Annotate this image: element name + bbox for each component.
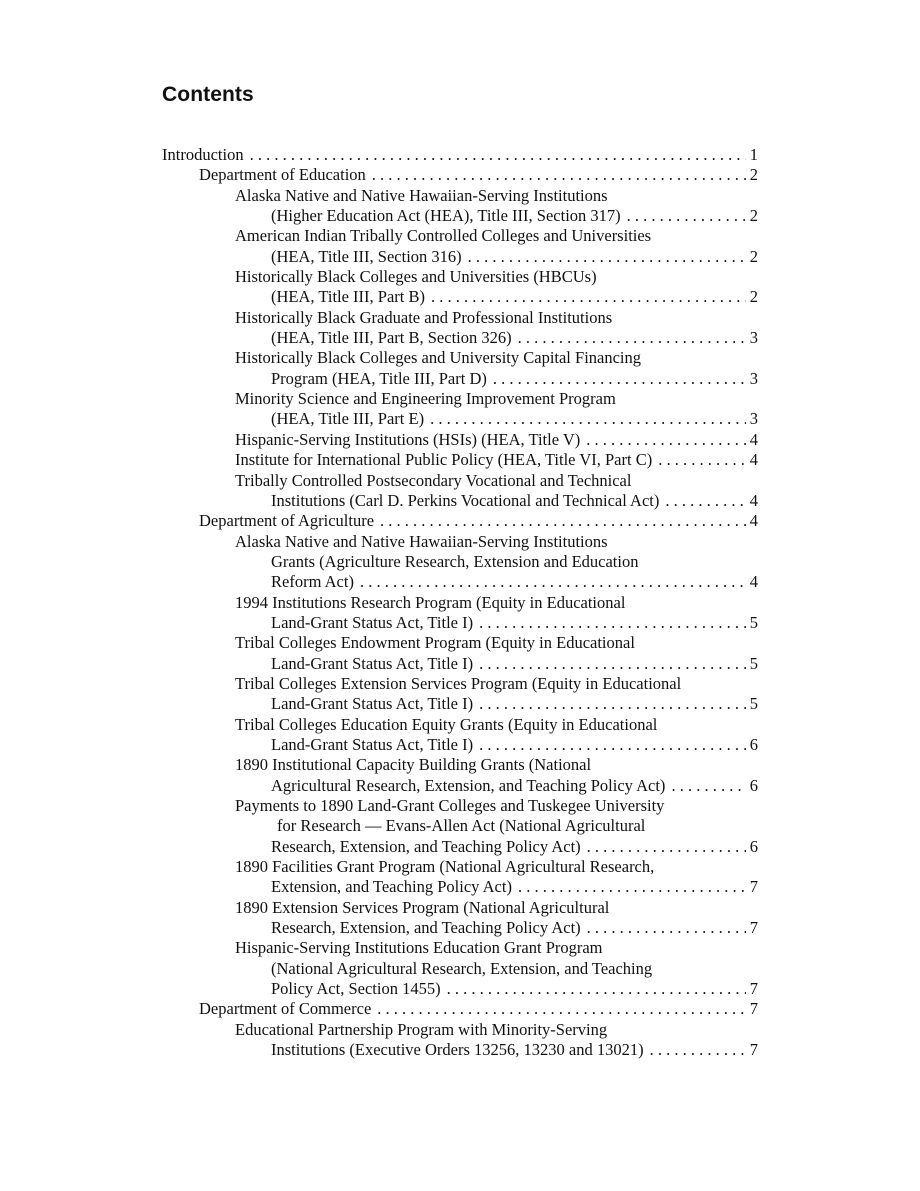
toc-entry[interactable] xyxy=(162,898,758,939)
toc-entry-line xyxy=(162,755,758,775)
dot-leader xyxy=(586,430,745,450)
dot-leader xyxy=(479,654,746,674)
toc-entry-line xyxy=(162,999,758,1019)
page-number: 6 xyxy=(749,836,758,856)
toc-entry-line xyxy=(162,979,758,999)
page-number: 2 xyxy=(749,246,758,266)
toc-entry-text: Payments to 1890 Land-Grant Colleges and Tuskegee University xyxy=(235,796,665,815)
toc-entry-text: Historically Black Colleges and University Capital Financing xyxy=(235,348,642,368)
dot-leader xyxy=(372,165,746,185)
dot-leader xyxy=(468,247,746,267)
toc-entry-text: Research, Extension, and Teaching Policy Act) xyxy=(271,918,581,938)
toc-entry-line xyxy=(162,287,758,307)
toc-entry[interactable] xyxy=(162,796,758,857)
toc-entry-line xyxy=(162,796,758,816)
toc-entry-text: Historically Black Graduate and Professional Institutions xyxy=(235,307,613,327)
toc-entry[interactable] xyxy=(162,226,758,267)
toc-entry-line xyxy=(162,186,758,206)
toc-entry-text: Department of Agriculture xyxy=(199,511,375,531)
toc-entry[interactable] xyxy=(162,999,758,1019)
toc-entry-text: (Higher Education Act (HEA), Title III, Section 317) xyxy=(271,206,621,226)
toc-entry-line xyxy=(162,898,758,918)
toc-entry-line xyxy=(162,877,758,897)
toc-entry[interactable] xyxy=(162,755,758,796)
toc-entry-text: Grants (Agriculture Research, Extension and Education xyxy=(271,551,639,571)
toc-entry[interactable] xyxy=(162,593,758,634)
toc-entry-text: Minority Science and Engineering Improvement Program xyxy=(235,389,616,409)
dot-leader xyxy=(658,450,746,470)
toc-entry-line xyxy=(162,491,758,511)
toc-entry-text: Research, Extension, and Teaching Policy Act) xyxy=(271,836,581,856)
toc-entry-line xyxy=(162,389,758,409)
toc-entry-text: (HEA, Title III, Part B) xyxy=(271,287,425,307)
toc-entry-text: Alaska Native and Native Hawaiian-Serving Institutions xyxy=(235,531,608,551)
toc-entry-text: Agricultural Research, Extension, and Teaching Policy Act) xyxy=(271,775,666,795)
dot-leader xyxy=(587,837,746,857)
toc-entry-text: 1890 Extension Services Program (National Agricultural xyxy=(235,897,610,917)
table-of-contents xyxy=(162,145,758,1060)
dot-leader xyxy=(665,491,745,511)
page-number: 6 xyxy=(749,775,758,795)
toc-entry-line xyxy=(162,450,758,470)
toc-entry-text: 1890 Institutional Capacity Building Grants (National xyxy=(235,755,592,775)
dot-leader xyxy=(479,694,746,714)
dot-leader xyxy=(380,511,746,531)
toc-entry-text: Reform Act) xyxy=(271,572,354,592)
page-number: 4 xyxy=(749,450,758,470)
page-number: 2 xyxy=(749,287,758,307)
toc-entry-line xyxy=(162,267,758,287)
page-number: 7 xyxy=(749,918,758,938)
toc-entry-text: Program (HEA, Title III, Part D) xyxy=(271,368,487,388)
page-title: Contents xyxy=(162,83,254,106)
toc-entry-text: Tribal Colleges Education Equity Grants (Equity in Educational xyxy=(235,714,658,734)
dot-leader xyxy=(360,572,746,592)
toc-entry-line xyxy=(162,247,758,267)
page-number: 3 xyxy=(749,409,758,429)
toc-entry[interactable] xyxy=(162,471,758,512)
page-number: 3 xyxy=(749,368,758,388)
toc-entry-line xyxy=(162,552,758,572)
toc-entry-text: Land-Grant Status Act, Title I) xyxy=(271,694,474,714)
toc-entry-text: Institutions (Carl D. Perkins Vocational and Technical Act) xyxy=(271,490,660,510)
dot-leader xyxy=(430,409,746,429)
toc-entry-line xyxy=(162,328,758,348)
dot-leader xyxy=(479,613,746,633)
toc-entry-text: Institutions (Executive Orders 13256, 13230 and 13021) xyxy=(271,1040,644,1060)
page-number: 4 xyxy=(749,511,758,531)
toc-entry-line xyxy=(162,572,758,592)
toc-entry[interactable] xyxy=(162,186,758,227)
toc-entry[interactable] xyxy=(162,450,758,470)
dot-leader xyxy=(431,287,746,307)
toc-entry-text: Department of Education xyxy=(199,165,366,185)
toc-entry[interactable] xyxy=(162,145,758,165)
toc-entry-text: American Indian Tribally Controlled Colleges and Universities xyxy=(235,226,652,246)
toc-entry[interactable] xyxy=(162,430,758,450)
page-number: 7 xyxy=(749,999,758,1019)
toc-entry-text: Land-Grant Status Act, Title I) xyxy=(271,653,474,673)
toc-entry-line xyxy=(162,694,758,714)
toc-entry[interactable] xyxy=(162,857,758,898)
dot-leader xyxy=(479,735,746,755)
toc-entry[interactable] xyxy=(162,389,758,430)
toc-entry-text: Hispanic-Serving Institutions (HSIs) (HEA, Title V) xyxy=(235,429,581,449)
toc-entry-text: for Research — Evans-Allen Act (National Agricultural xyxy=(277,816,646,836)
toc-entry-line xyxy=(162,165,758,185)
toc-entry-text: (HEA, Title III, Part B, Section 326) xyxy=(271,328,512,348)
dot-leader xyxy=(447,979,746,999)
toc-entry-line xyxy=(162,206,758,226)
toc-entry-text: 1994 Institutions Research Program (Equity in Educational xyxy=(235,592,626,612)
toc-entry-text: Land-Grant Status Act, Title I) xyxy=(271,612,474,632)
page-number: 4 xyxy=(749,490,758,510)
toc-entry-line xyxy=(162,857,758,877)
toc-entry-line xyxy=(162,532,758,552)
toc-entry-line xyxy=(162,1040,758,1060)
toc-entry-line xyxy=(162,145,758,165)
page-number: 2 xyxy=(749,165,758,185)
toc-entry-text: Land-Grant Status Act, Title I) xyxy=(271,734,474,754)
toc-entry-line xyxy=(162,816,758,836)
toc-entry[interactable] xyxy=(162,308,758,349)
page-number: 2 xyxy=(749,206,758,226)
dot-leader xyxy=(518,877,746,897)
toc-entry-line xyxy=(162,226,758,246)
page-number: 4 xyxy=(749,572,758,592)
page-number: 7 xyxy=(749,1040,758,1060)
toc-entry-line xyxy=(162,369,758,389)
toc-entry-text: 1890 Facilities Grant Program (National Agricultural Research, xyxy=(235,857,655,877)
toc-entry-text: (National Agricultural Research, Extension, and Teaching xyxy=(271,958,653,978)
toc-entry-line xyxy=(162,674,758,694)
toc-entry-line xyxy=(162,593,758,613)
page-number: 5 xyxy=(749,653,758,673)
toc-entry-line xyxy=(162,348,758,368)
toc-entry-text: Alaska Native and Native Hawaiian-Serving Institutions xyxy=(235,185,608,205)
toc-entry[interactable] xyxy=(162,267,758,308)
toc-entry[interactable] xyxy=(162,633,758,674)
toc-entry-line xyxy=(162,938,758,958)
dot-leader xyxy=(627,206,746,226)
toc-entry-line xyxy=(162,735,758,755)
toc-entry-text: Tribally Controlled Postsecondary Vocational and Technical xyxy=(235,470,632,490)
toc-entry-line xyxy=(162,776,758,796)
toc-entry[interactable] xyxy=(162,348,758,389)
page-number: 1 xyxy=(749,145,758,164)
toc-entry-line xyxy=(162,308,758,328)
page-number: 7 xyxy=(749,877,758,897)
toc-entry-line xyxy=(162,430,758,450)
toc-entry-text: Department of Commerce xyxy=(199,999,372,1019)
toc-entry-line xyxy=(162,837,758,857)
toc-entry[interactable] xyxy=(162,715,758,756)
toc-entry[interactable] xyxy=(162,511,758,531)
toc-entry[interactable] xyxy=(162,165,758,185)
page-number: 5 xyxy=(749,612,758,632)
page-number: 7 xyxy=(749,979,758,999)
toc-entry-text: Extension, and Teaching Policy Act) xyxy=(271,877,512,897)
dot-leader xyxy=(250,145,746,165)
toc-entry-text: (HEA, Title III, Part E) xyxy=(271,409,425,429)
toc-entry-line xyxy=(162,613,758,633)
toc-entry-line xyxy=(162,715,758,735)
toc-entry-text: Policy Act, Section 1455) xyxy=(271,979,441,999)
toc-entry-text: Hispanic-Serving Institutions Education Grant Program xyxy=(235,938,603,958)
toc-entry-line xyxy=(162,959,758,979)
page-number: 5 xyxy=(749,694,758,714)
toc-entry-text: Tribal Colleges Endowment Program (Equity in Educational xyxy=(235,633,635,653)
toc-entry-line xyxy=(162,654,758,674)
toc-entry[interactable] xyxy=(162,674,758,715)
page-number: 3 xyxy=(749,328,758,348)
toc-entry-text: Tribal Colleges Extension Services Program (Equity in Educational xyxy=(235,673,682,693)
toc-entry-text: Institute for International Public Policy (HEA, Title VI, Part C) xyxy=(235,450,653,470)
toc-entry-text: Historically Black Colleges and Universities (HBCUs) xyxy=(235,267,597,287)
dot-leader xyxy=(518,328,746,348)
dot-leader xyxy=(650,1040,746,1060)
toc-entry-line xyxy=(162,633,758,653)
toc-entry-text: Educational Partnership Program with Minority-Serving xyxy=(235,1019,608,1039)
toc-entry[interactable] xyxy=(162,1020,758,1061)
page-number: 6 xyxy=(749,734,758,754)
dot-leader xyxy=(493,369,746,389)
toc-entry[interactable] xyxy=(162,938,758,999)
toc-entry[interactable] xyxy=(162,532,758,593)
toc-entry-line xyxy=(162,471,758,491)
toc-entry-line xyxy=(162,1020,758,1040)
toc-entry-line xyxy=(162,409,758,429)
toc-entry-text: (HEA, Title III, Section 316) xyxy=(271,246,462,266)
toc-entry-text: Introduction xyxy=(162,145,244,164)
toc-entry-line xyxy=(162,918,758,938)
page-number: 4 xyxy=(749,429,758,449)
dot-leader xyxy=(671,776,745,796)
dot-leader xyxy=(377,999,745,1019)
dot-leader xyxy=(587,918,746,938)
toc-entry-line xyxy=(162,511,758,531)
